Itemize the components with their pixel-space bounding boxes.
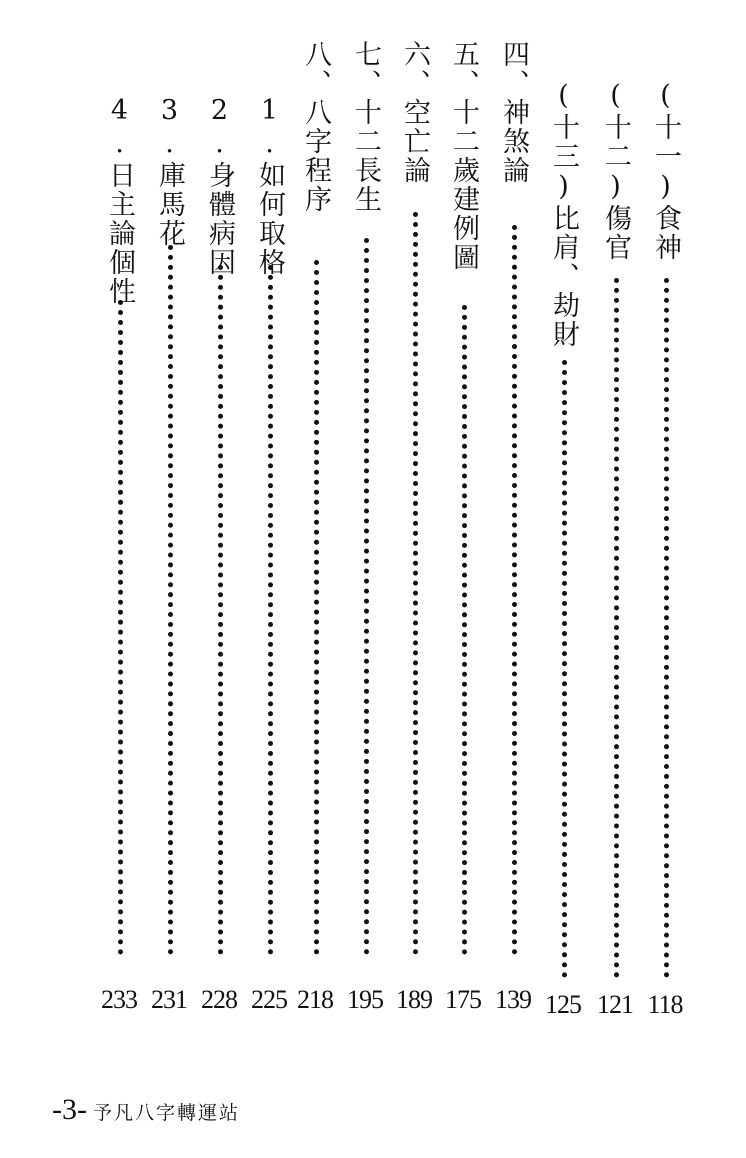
toc-entry [102, 95, 136, 1135]
dot-leader [614, 278, 624, 978]
toc-entry-title: 2.身體病因 [204, 95, 235, 277]
toc-entry-page-number: 139 [495, 985, 531, 1014]
toc-entry-title: (十三)比肩、劫財 [548, 80, 579, 349]
toc-entry-page-number: 228 [201, 985, 237, 1014]
footer-book-title: 予凡八字轉運站 [92, 1102, 240, 1124]
toc-entry-title: (十二)傷官 [600, 80, 631, 262]
toc-entry [252, 95, 286, 1135]
toc-entry [598, 80, 632, 1120]
toc-entry-title: 3.庫馬花 [154, 95, 185, 248]
dot-leader [218, 265, 228, 955]
toc-entry-page-number: 175 [445, 985, 481, 1014]
toc-entry-title: 八、八字程序 [300, 40, 331, 214]
toc-entry-title: 六、空亡論 [399, 40, 430, 185]
dot-leader [314, 260, 324, 955]
dot-leader [562, 360, 572, 978]
toc-entry [152, 95, 186, 1135]
toc-entry-page-number: 231 [151, 985, 187, 1014]
toc-entry-page-number: 225 [251, 985, 287, 1014]
toc-entry-title: 4.日主論個性 [104, 95, 135, 306]
toc-entry [546, 80, 580, 1120]
dot-leader [168, 245, 178, 955]
toc-entry-title: 七、十二長生 [350, 40, 381, 214]
toc-entry [496, 40, 530, 1080]
dot-leader [462, 305, 472, 955]
toc-entry [202, 95, 236, 1135]
toc-entry-page-number: 118 [647, 990, 683, 1019]
dot-leader [512, 225, 522, 955]
toc-entry-page-number: 121 [597, 990, 633, 1019]
toc-entry-page-number: 195 [347, 985, 383, 1014]
toc-entry-title: (十一)食神 [650, 80, 681, 262]
toc-entry [397, 40, 431, 1080]
toc-entry-page-number: 233 [101, 985, 137, 1014]
dot-leader [664, 278, 674, 978]
toc-entry [648, 80, 682, 1120]
toc-entry-title: 1.如何取格 [254, 95, 285, 277]
toc-entry-page-number: 189 [396, 985, 432, 1014]
toc-entry-page-number: 218 [297, 985, 333, 1014]
dot-leader [118, 300, 128, 955]
page-footer [52, 1093, 240, 1133]
dot-leader [268, 265, 278, 955]
toc-entry-title: 五、十二歲建例圖 [448, 40, 479, 272]
toc-entry [348, 40, 382, 1080]
dot-leader [413, 212, 423, 955]
toc-entry-page-number: 125 [545, 990, 581, 1019]
toc-entry [298, 40, 332, 1080]
footer-page-number: -3- [52, 1093, 87, 1126]
dot-leader [364, 238, 374, 955]
toc-entry-title: 四、神煞論 [498, 40, 529, 185]
toc-entry [446, 40, 480, 1080]
